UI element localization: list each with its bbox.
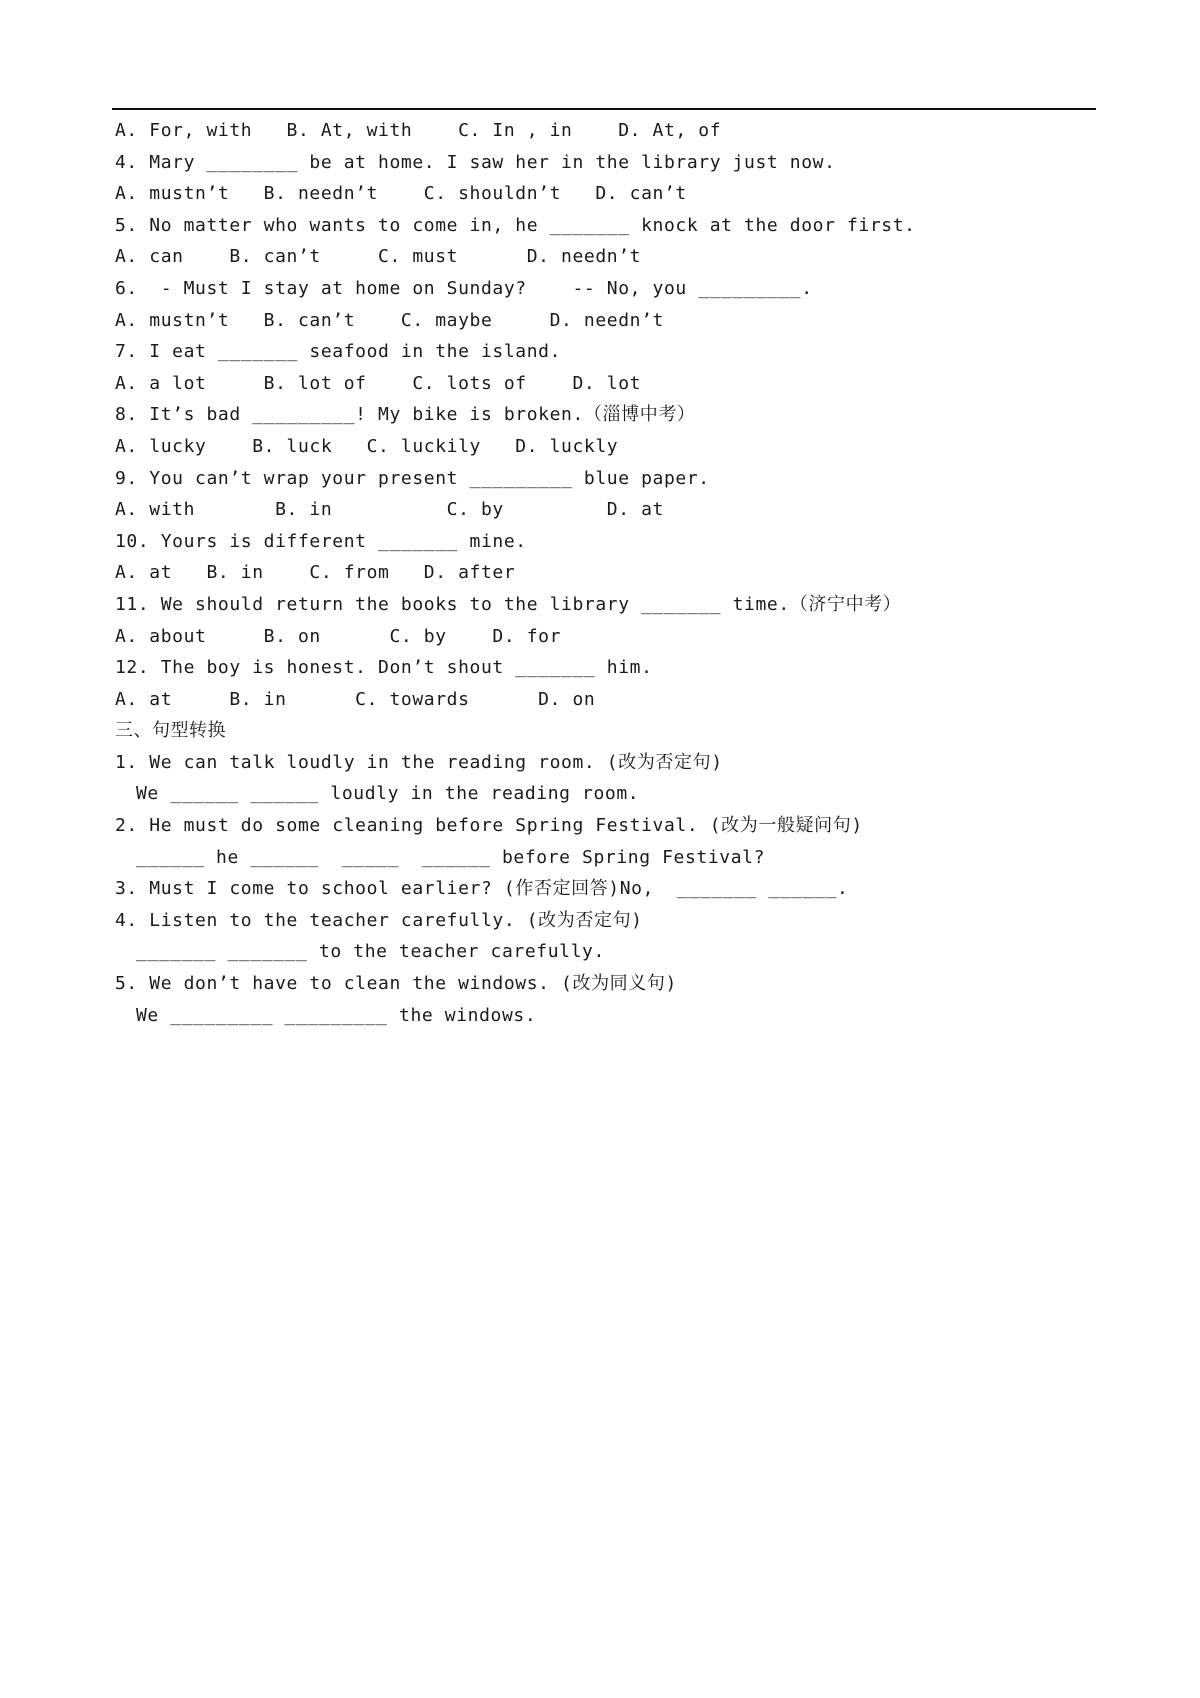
option-line: A. lucky B. luck C. luckily D. luckly <box>115 435 619 457</box>
question-6: 6. - Must I stay at home on Sunday? -- No, you _________. <box>115 277 813 299</box>
option-line: A. can B. can’t C. must D. needn’t <box>115 246 642 268</box>
transform-question-1: 1. We can talk loudly in the reading room. (改为否定句) <box>115 751 723 773</box>
question-7: 7. I eat _______ seafood in the island. <box>115 341 562 363</box>
answer-line: _______ _______ to the teacher carefully. <box>136 941 605 963</box>
option-line: A. For, with B. At, with C. In , in D. At, of <box>115 120 722 141</box>
question-5: 5. No matter who wants to come in, he _______ knock at the door first. <box>115 214 916 236</box>
header-rule <box>112 108 1096 110</box>
question-12: 12. The boy is honest. Don’t shout _______ him. <box>115 657 653 679</box>
transform-question-5: 5. We don’t have to clean the windows. (改为同义句) <box>115 973 677 995</box>
question-9: 9. You can’t wrap your present _________ blue paper. <box>115 467 710 489</box>
option-line: A. about B. on C. by D. for <box>115 625 562 647</box>
option-line: A. with B. in C. by D. at <box>115 499 664 521</box>
question-11: 11. We should return the books to the library _______ time.（济宁中考） <box>115 593 902 615</box>
answer-line: We _________ _________ the windows. <box>136 1004 537 1026</box>
answer-line: ______ he ______ _____ ______ before Spring Festival? <box>136 846 766 868</box>
option-line: A. mustn’t B. can’t C. maybe D. needn’t <box>115 309 664 331</box>
section-heading: 三、句型转换 <box>115 720 226 742</box>
question-10: 10. Yours is different _______ mine. <box>115 530 527 552</box>
worksheet-content <box>115 115 1105 1031</box>
option-line: A. mustn’t B. needn’t C. shouldn’t D. can’t <box>115 183 687 205</box>
answer-line: We ______ ______ loudly in the reading room. <box>136 783 640 805</box>
option-line: A. a lot B. lot of C. lots of D. lot <box>115 372 642 394</box>
question-8: 8. It’s bad _________! My bike is broken.（淄博中考） <box>115 404 696 426</box>
transform-question-4: 4. Listen to the teacher carefully. (改为否定句) <box>115 909 643 931</box>
transform-question-2: 2. He must do some cleaning before Spring Festival. (改为一般疑问句) <box>115 815 863 837</box>
question-4: 4. Mary ________ be at home. I saw her in the library just now. <box>115 151 836 173</box>
option-line: A. at B. in C. from D. after <box>115 562 516 584</box>
option-line: A. at B. in C. towards D. on <box>115 688 596 710</box>
transform-question-3: 3. Must I come to school earlier? (作否定回答)No, _______ ______. <box>115 878 849 900</box>
